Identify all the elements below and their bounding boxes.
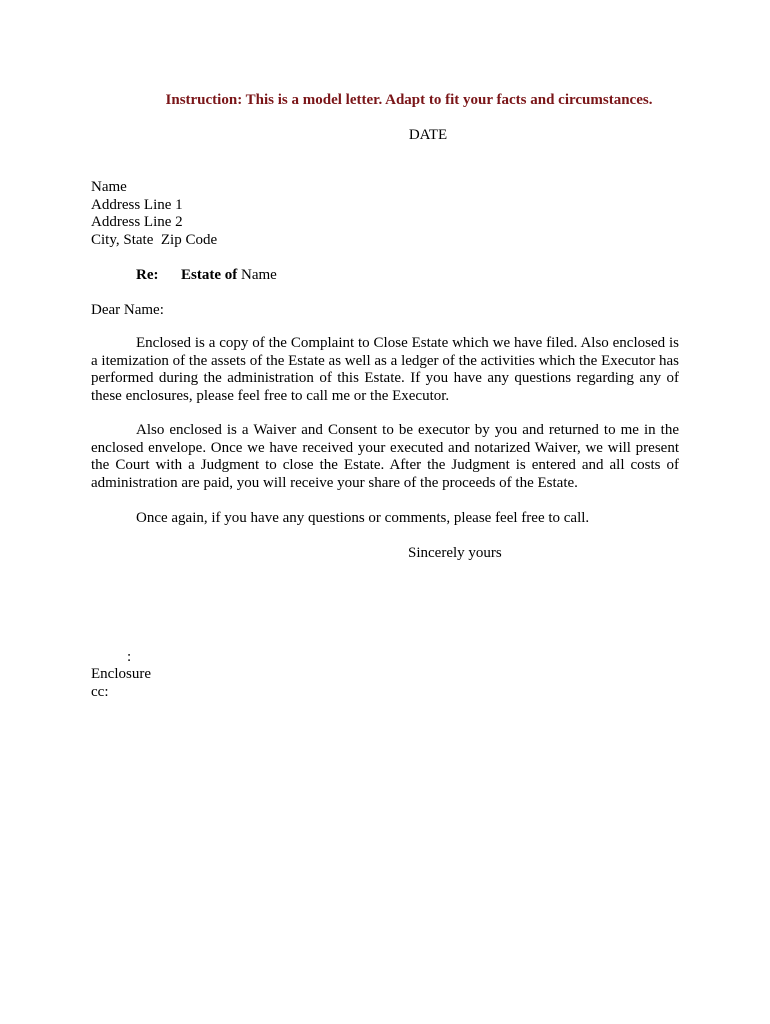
closing: Sincerely yours: [408, 545, 502, 561]
body-paragraph-3: Once again, if you have any questions or comments, please feel free to call.: [136, 510, 590, 526]
salutation: Dear Name:: [91, 302, 164, 318]
enclosure-block: [91, 666, 151, 701]
body-paragraph-1: Enclosed is a copy of the Complaint to Close Estate which we have filed. Also enclosed is a itemization of the assets of the Estate as well as a ledger of the activities which the Executor has performed during the administration of this Estate. If you have any questions regarding any of these enclosures, please feel free to call me or the Executor.: [91, 335, 679, 404]
initials-colon: :: [127, 649, 132, 665]
re-label: Re:: [136, 267, 159, 283]
re-line: [136, 266, 277, 284]
address-city-state-zip: City, State Zip Code: [91, 231, 218, 248]
letter-date: DATE: [408, 127, 448, 143]
instruction-note: Instruction: This is a model letter. Adapt to fit your facts and circumstances.: [165, 92, 653, 108]
address-line-1: Address Line 1: [91, 196, 183, 213]
recipient-address: [91, 179, 217, 249]
body-paragraph-2: Also enclosed is a Waiver and Consent to be executor by you and returned to me in the enclosed envelope. Once we have received your executed and notarized Waiver, we will present the Court with a Judgment to close the Estate. After the Judgment is entered and all costs of administration are paid, you will receive your share of the proceeds of the Estate.: [91, 422, 679, 491]
cc-label: cc:: [91, 683, 109, 700]
enclosure-label: Enclosure: [91, 666, 151, 682]
re-subject-name: Name: [237, 267, 277, 283]
re-subject: Estate of: [181, 267, 238, 283]
address-line-2: Address Line 2: [91, 214, 183, 230]
recipient-name: Name: [91, 179, 127, 195]
